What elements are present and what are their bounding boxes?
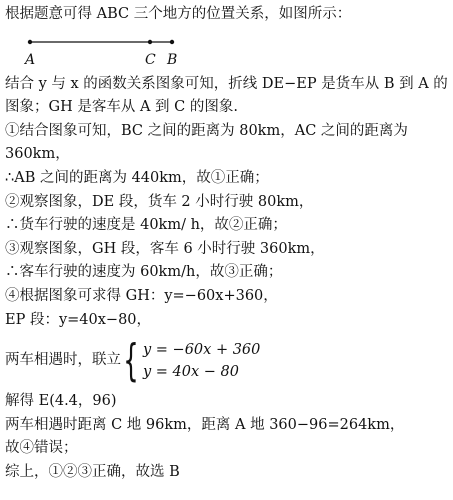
meeting-distance: 两车相遇时距离 C 地 96km，距离 A 地 360−96=264km， — [5, 416, 405, 433]
intro-line: 根据题意可得 ABC 三个地方的位置关系，如图所示： — [5, 6, 352, 22]
final-answer: 综上，①②③正确，故选 B — [5, 463, 180, 480]
left-brace-icon: { — [123, 335, 139, 387]
equation-1: y = −60x + 360 — [143, 342, 261, 359]
solution-point: 解得 E(4.4，96) — [5, 393, 117, 410]
equation-system — [5, 334, 449, 388]
point-c-dot — [148, 39, 152, 43]
point-a-label: A — [25, 51, 36, 68]
step-1-conclusion: ∴AB 之间的距离为 440km，故①正确； — [5, 169, 269, 186]
step-2-conclusion: ∴货车行驶的速度是 40km/ h，故②正确； — [5, 217, 287, 234]
point-a-dot — [28, 39, 32, 43]
step-1-distance: ①结合图象可知，BC 之间的距离为 80km，AC 之间的距离为 360km， — [5, 122, 408, 163]
step-4-ep-equation: EP 段：y=40x−80， — [5, 311, 152, 328]
step-4-conclusion: 故④错误； — [5, 440, 78, 457]
point-c-label: C — [145, 51, 156, 68]
system-equations — [143, 339, 260, 383]
solution-document — [5, 3, 449, 485]
step-3-conclusion: ∴客车行驶的速度为 60km/h，故③正确； — [5, 264, 283, 281]
point-b-label: B — [167, 51, 178, 68]
step-3-observation: ③观察图象，GH 段，客车 6 小时行驶 360km， — [5, 240, 325, 257]
step-4-gh-equation: ④根据图象可求得 GH：y=−60x+360， — [5, 287, 278, 304]
graph-interpretation: 结合 y 与 x 的函数关系图象可知，折线 DE−EP 是货车从 B 到 A 的图象；GH 是客车从 A 到 C 的图象. — [5, 75, 448, 116]
position-diagram — [5, 27, 449, 73]
step-2-observation: ②观察图象，DE 段，货车 2 小时行驶 80km， — [5, 193, 314, 210]
point-b-dot — [170, 39, 174, 43]
system-label: 两车相遇时，联立 — [5, 352, 121, 369]
equation-2: y = 40x − 80 — [143, 364, 240, 381]
